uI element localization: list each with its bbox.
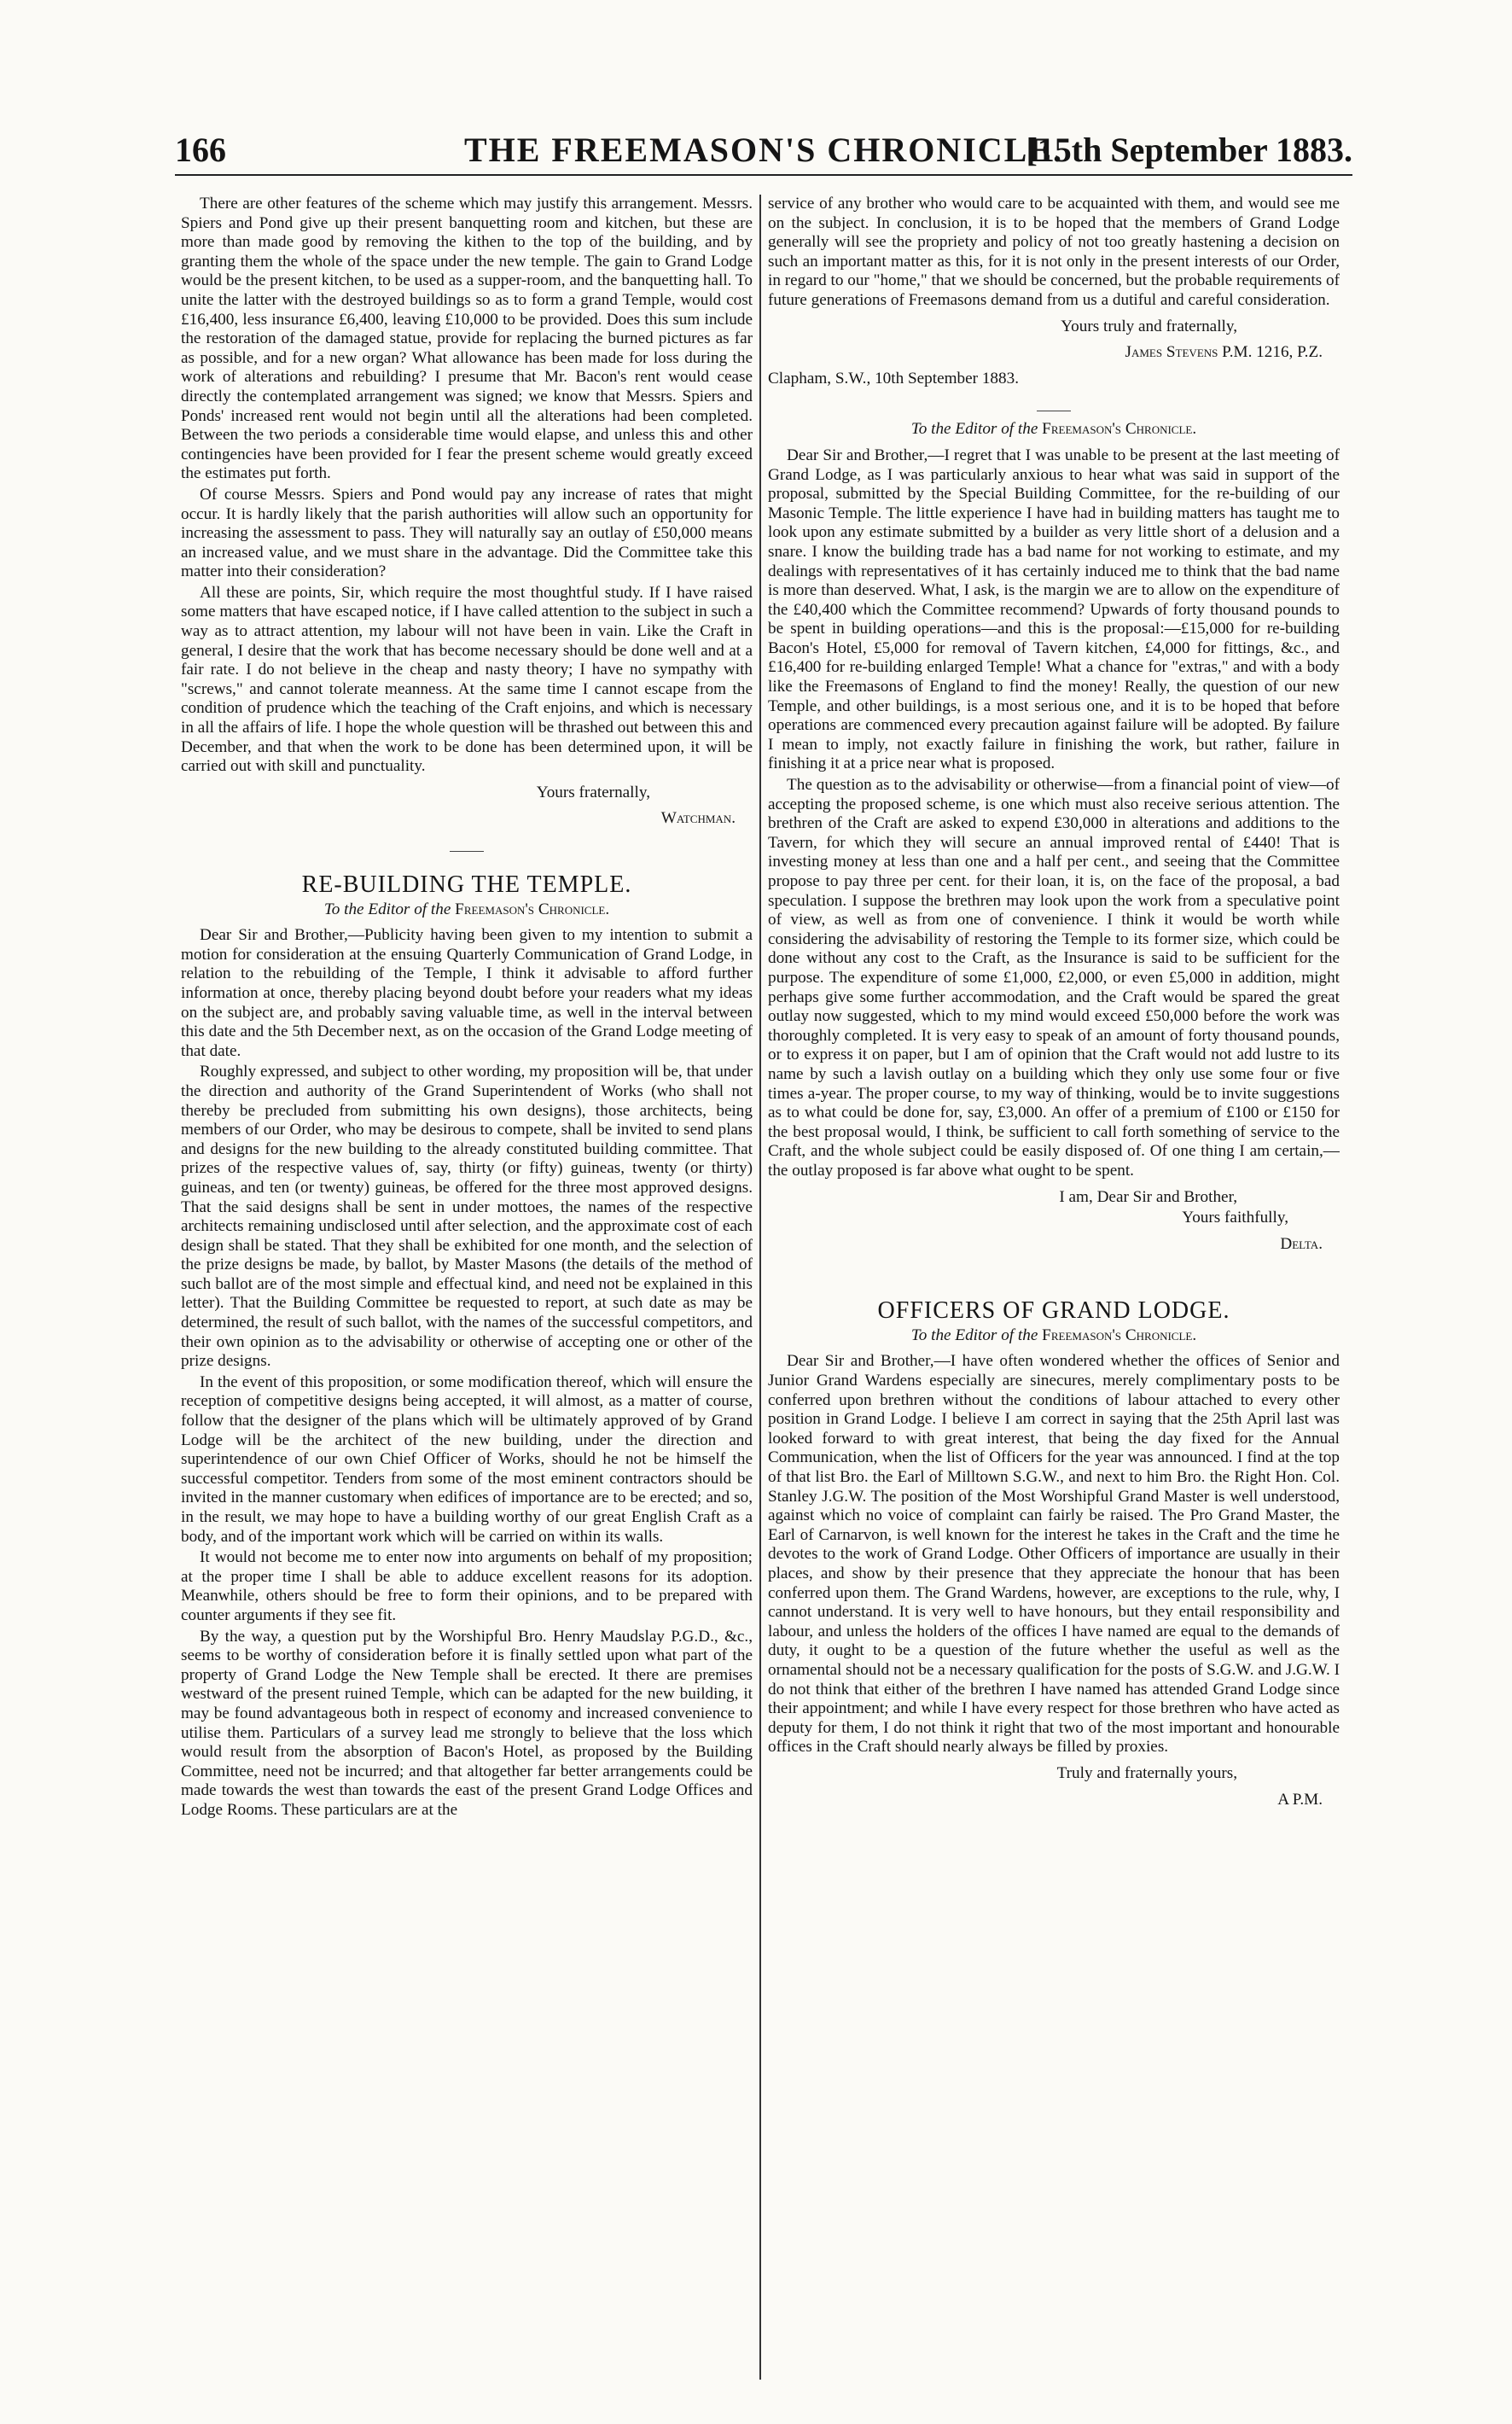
editor-paper: Freemason's Chronicle. (1042, 1326, 1197, 1344)
column-divider (759, 195, 761, 2380)
article2-signature: A P.M. (1277, 1790, 1323, 1809)
article-paragraph: Dear Sir and Brother,—Publicity having been given to my intention to submit a motion for consideration at the ensuing Quarterly Communication of Grand Lodge, in relation to the rebuilding of the Temple, I think it advisable to afford further information at once, thereby placing beyond doubt before your readers what my ideas on the subject are, and probably saving valuable time, as well in the interval between this date and the 5th December next, as on the occasion of the Grand Lodge meeting of that date. (181, 926, 753, 1060)
article-paragraph: Roughly expressed, and subject to other wording, my proposition will be, that under the direction and authority of the Grand Superintendent of Works (who shall not thereby be precluded from submitting his own designs), those architects, being members of our Order, who may be desirous to compete, shall be invited to send plans and designs for the new building to the already constituted building committee. That prizes of the respective values of, say, thirty (or fifty) guineas, twenty (or thirty) guineas, and ten (or twenty) guineas, be offered for the three most approved designs. That the said designs shall be sent in under mottoes, the names of the respective architects remaining undisclosed until after selection, and the approximate cost of each design shall be stated. That they shall be exhibited for one month, and the selection of the prize designs be made, by ballot, by Master Masons (the details of the method of such ballot are of the most simple and effectual kind, and need not be explained in this letter). That the Building Committee be requested to report, at such date as may be determined, the result of such ballot, with the names of the successful competitors, and their own opinion as to the advisability or otherwise of accepting one or other of the prize designs. (181, 1063, 753, 1371)
letter2-editor-line (768, 420, 1340, 440)
article2-editor-line (768, 1326, 1340, 1346)
letter2-signature: Delta. (1280, 1234, 1323, 1253)
editor-paper: Freemason's Chronicle. (1042, 420, 1197, 439)
article2-paragraph: Dear Sir and Brother,—I have often wondered whether the offices of Senior and Junior Grand Wardens especially are sinecures, merely complimentary posts to be conferred upon brethren without the conditions of labour attached to every other position in Grand Lodge. I believe I am correct in saying that the 25th April last was looked forward to with great interest, that being the day fixed for the Annual Communication, when the list of Officers for the year was announced. I find at the top of that list Bro. the Earl of Milltown S.G.W., and next to him Bro. the Right Hon. Col. Stanley J.G.W. The position of the Most Worshipful Grand Master is well understood, against which no voice of complaint can fairly be raised. The Pro Grand Master, the Earl of Carnarvon, is well known for the interest he takes in the Craft and the time he devotes to the work of Grand Lodge. Other Officers of importance are usually in their places, and show by their presence that they appreciate the honour that has been conferred upon them. The Grand Wardens, however, are exceptions to the rule, why, I cannot understand. It is very well to have honours, but they entail responsibility and labour, and unless the holders of the offices I have named are equal to the demands of duty, it ought to be a question of the future whether the useful as well as the ornamental should not be a necessary qualification for the posts of S.G.W. and J.G.W. I do not think that either of the brethren I have named has attended Grand Lodge since their appointment; and while I have every respect for those brethren who have acted as deputy for them, I do not think it right that two of the most important and honourable offices in the Craft should nearly always be filled by proxies. (768, 1352, 1340, 1757)
letter2-closing2: Yours faithfully, (1182, 1209, 1288, 1227)
editor-prefix: To the Editor of the (910, 1326, 1038, 1344)
left-column (181, 195, 753, 2380)
page-number: 166 (175, 131, 226, 169)
editor-line (181, 900, 753, 920)
newspaper-title: THE FREEMASON'S CHRONICLE. (463, 131, 1064, 169)
issue-date: [15th September 1883. (1026, 131, 1352, 169)
editor-paper: Freemason's Chronicle. (455, 900, 610, 918)
editor-prefix: To the Editor of the (910, 420, 1038, 439)
continuation-paragraph: service of any brother who would care to be acquainted with them, and would see me on the subject. In conclusion, it is to be hoped that the members of Grand Lodge generally will see the propriety and policy of not too greatly hastening a decision on such an important matter as this, for it is not only in the present interests of our Order, in regard to our "home," that we should be concerned, but the probable requirements of future generations of Freemasons demand from us a dutiful and careful consideration. (768, 195, 1340, 309)
article-paragraph: It would not become me to enter now into arguments on behalf of my proposition; at the proper time I shall be able to adduce excellent reasons for its adoption. Meanwhile, others should be free to form their opinions, and to be prepared with counter arguments if they see fit. (181, 1548, 753, 1624)
intro-paragraph: There are other features of the scheme which may justify this arrangement. Messrs. Spiers and Pond give up their present banquetting room and kitchen, but these are more than made good by removing the kithen to the top of the building, and by granting them the whole of the space under the new temple. The gain to Grand Lodge would be the present kitchen, to be used as a supper-room, and the banquetting hall. To unite the latter with the destroyed buildings so as to form a grand Temple, would cost £16,400, less insurance £6,400, leaving £10,000 to be provided. Does this sum include the restoration of the damaged statue, provide for replacing the burned pictures as far as possible, and for a new organ? What allowance has been made for loss during the work of alterations and rebuilding? I presume that Mr. Bacon's rent would cease directly the contemplated arrangement was signed; we know that Messrs. Spiers and Ponds' increased rent would not begin until all the alterations had been completed. Between the two periods a considerable time would elapse, and unless this and other contingencies have been provided for I fear the present scheme would greatly exceed the estimates put forth. (181, 195, 753, 483)
continuation-signature: James Stevens P.M. 1216, P.Z. (1125, 343, 1323, 362)
masthead (175, 126, 1352, 176)
intro-paragraph: Of course Messrs. Spiers and Pond would pay any increase of rates that might occur. It is hardly likely that the parish authorities will allow such an opportunity for increasing the assessment to pass. They will naturally say an outlay of £50,000 means an increased value, and we must share in the advantage. Did the Committee take this matter into their consideration? (181, 485, 753, 581)
article2-title: OFFICERS OF GRAND LODGE. (877, 1297, 1230, 1325)
editor-prefix: To the Editor of the (323, 900, 451, 918)
letter2-closing: I am, Dear Sir and Brother, (1059, 1187, 1237, 1206)
article2-closing: Truly and fraternally yours, (1056, 1763, 1237, 1782)
letter2-paragraph: Dear Sir and Brother,—I regret that I was unable to be present at the last meeting of Grand Lodge, as I was particularly anxious to hear what was said in support of the proposal, submitted by the Special Building Committee, for the re-building of our Masonic Temple. The little experience I have had in building matters has taught me to look upon any estimate submitted by a builder as very little short of a delusion and a snare. I know the building trade has a bad name for not working to estimate, and my dealings with representatives of it has certainly induced me to think that the bad name is more than deserved. What, I ask, is the margin we are to allow on the expenditure of the £40,400 which the Committee recommend? Upwards of forty thousand pounds to be spent in building operations—and this is the proposal:—£15,000 for re-building Bacon's Hotel, £5,000 for removal of Tavern kitchen, £4,000 for fittings, &c., and £16,400 for re-building enlarged Temple! What a chance for "extras," and with a body like the Freemasons of England to find the money! Really, the question of our new Temple, and other buildings, is a most serious one, and it is to be hoped that before operations are commenced every precaution against failure will be adopted. By failure I mean to imply, not exactly failure in finishing the work, but rather, failure in finishing it at a price near what is proposed. (768, 446, 1340, 773)
article-title: RE-BUILDING THE TEMPLE. (301, 871, 632, 898)
intro-closing: Yours fraternally, (536, 783, 650, 801)
intro-signature: Watchman. (660, 809, 736, 828)
letter2-paragraph: The question as to the advisability or otherwise—from a financial point of view—of accepting the proposed scheme, is one which must also receive serious attention. The brethren of the Craft are asked to expend £30,000 in alterations and additions to the Tavern, for which they will secure an annual improved rental of £440! That is investing money at less than one and a half per cent., and seeing that the Committee propose to pay three per cent. for their loan, it is, on the face of the proposal, a bad speculation. I suppose the brethren may look upon the work from a speculative point of view, as well as from one of convenience. I think it would be worth while considering the advisability of restoring the Temple to its former size, which could be done without any cost to the Craft, as the Insurance is said to be sufficient for the purpose. The expenditure of some £1,000, £2,000, or even £5,000 in addition, might perhaps give some further accommodation, and the Craft would be spared the great outlay now suggested, which to my mind would exceed £50,000 before the work was thoroughly completed. It is very easy to speak of an amount of forty thousand pounds, or to express it on paper, but I am of opinion that the Craft would not add lustre to its name by such a lavish outlay on a building which they only use some four or five times a-year. The proper course, to my way of thinking, would be to invite suggestions as to what could be done for, say, £3,000. An offer of a premium of £100 or £150 for the best proposal would, I think, be sufficient to call forth something of service to the Craft, and the whole subject could be easily disposed of. Of one thing I am certain,—the outlay proposed is far above what ought to be spent. (768, 776, 1340, 1180)
section-separator (450, 851, 484, 852)
continuation-closing: Yours truly and fraternally, (1061, 317, 1237, 335)
right-column (768, 195, 1340, 2380)
article-paragraph: In the event of this proposition, or some modification thereof, which will ensure the reception of competitive designs being accepted, it will almost, as a matter of course, follow that the designer of the plans which will be ultimately approved of by Grand Lodge will be the architect of the new building, under the direction and superintendence of our own Chief Officer of Works, should he not be himself the successful competitor. Tenders from some of the most eminent contractors should be invited in the manner customary when edifices of importance are to be erected; and so, in the result, we may hope to have a building worthy of our great English Craft as a body, and of the important work which will be carried on within its walls. (181, 1372, 753, 1546)
article-paragraph: By the way, a question put by the Worshipful Bro. Henry Maudslay P.G.D., &c., seems to be worthy of consideration before it is finally settled upon what part of the property of Grand Lodge the New Temple shall be erected. It there are premises westward of the present ruined Temple, which can be adapted for the new building, it may be found advantageous both in respect of economy and increased convenience to utilise them. Particulars of a survey lead me strongly to believe that the loss which would result from the absorption of Bacon's Hotel, as proposed by the Building Committee, need not be incurred; and that altogether far better arrangements could be made towards the west than towards the east of the present Grand Lodge Offices and Lodge Rooms. These particulars are at the (181, 1627, 753, 1819)
intro-paragraph: All these are points, Sir, which require the most thoughtful study. If I have raised some matters that have escaped notice, if I have called attention to the subject in such a way as to attract attention, my labour will not have been in vain. Like the Craft in general, I desire that the work that has become necessary should be done well and at a fair rate. I do not believe in the cheap and nasty theory; I have no sympathy with "screws," and cannot tolerate meanness. At the same time I cannot escape from the condition of prudence which the teaching of the Craft enjoins, and which is necessary in all the affairs of life. I hope the whole question will be thrashed out between this and December, and that when the work to be done has been determined upon, it will be carried out with skill and punctuality. (181, 583, 753, 776)
spacer (768, 1257, 1340, 1278)
continuation-place-date: Clapham, S.W., 10th September 1883. (768, 369, 1020, 387)
